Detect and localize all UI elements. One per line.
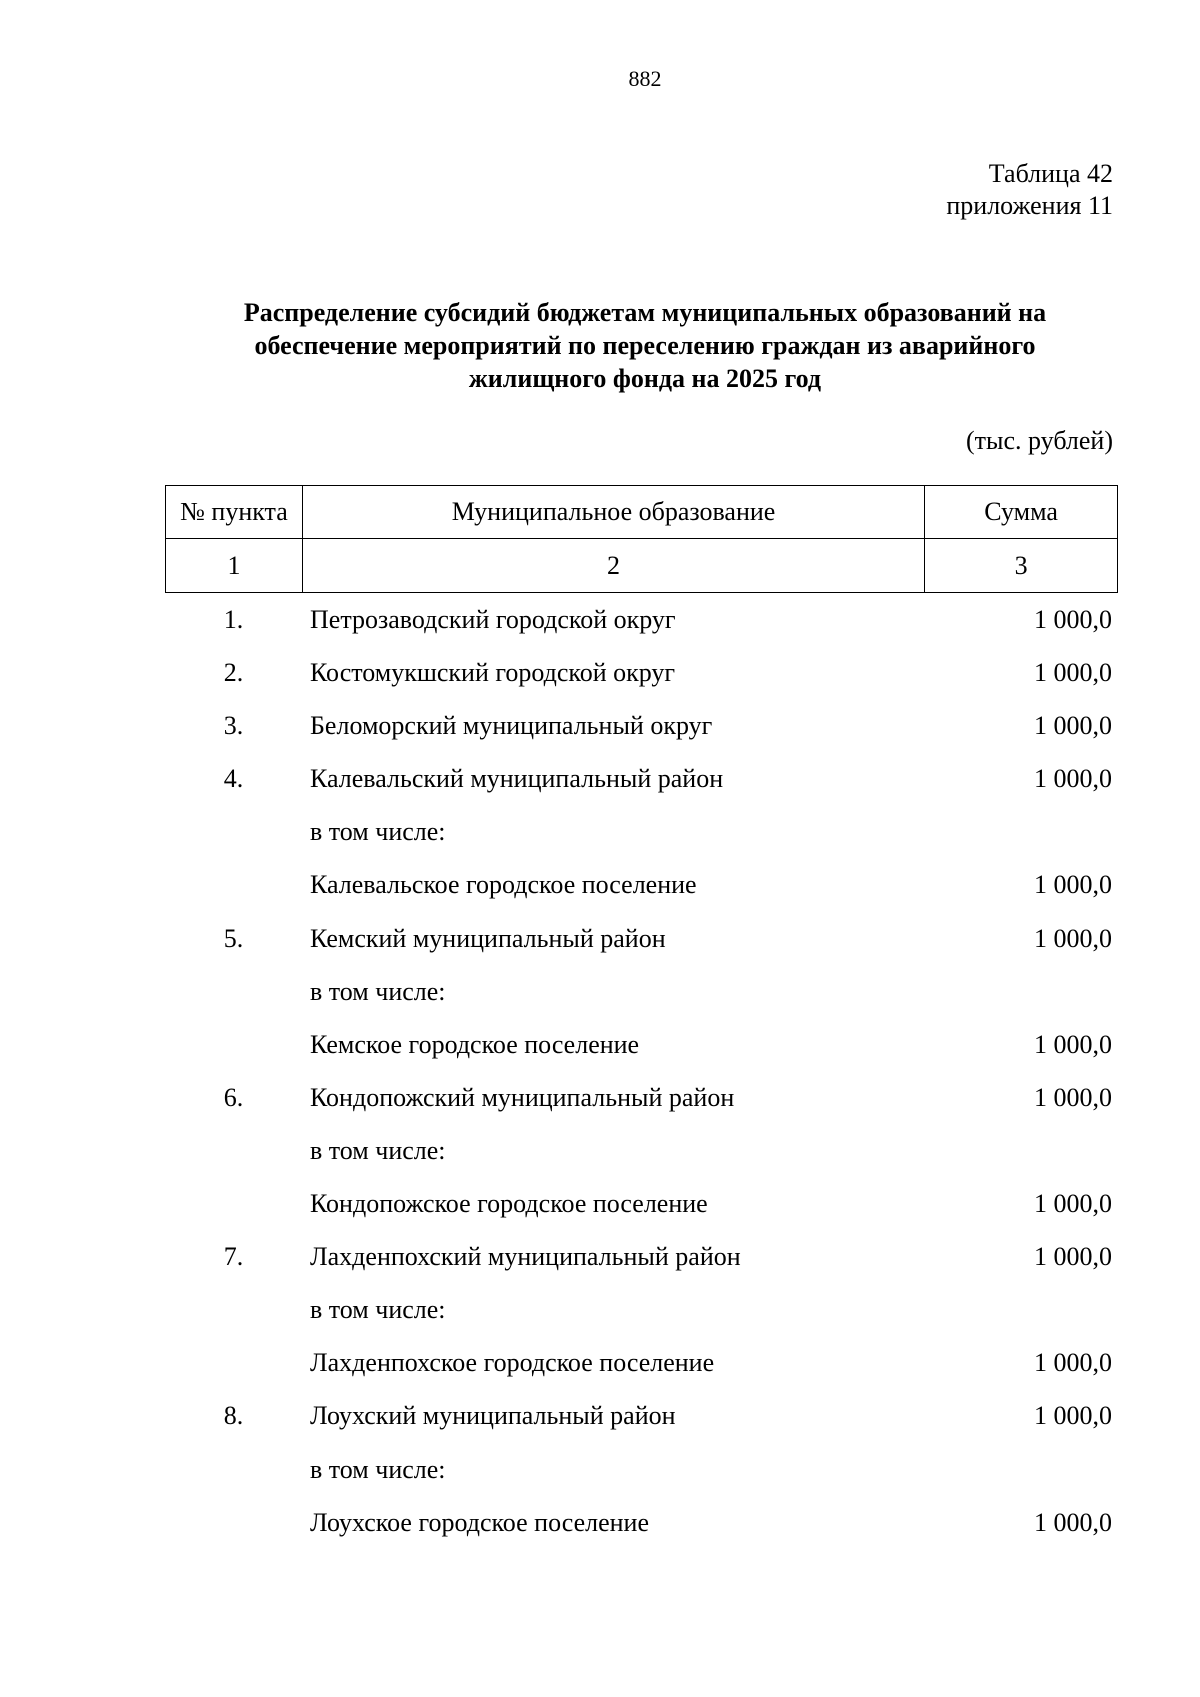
header-cell-sum: Сумма [925, 486, 1118, 539]
row-sum: 1 000,0 [1034, 923, 1112, 953]
table-header [165, 485, 1118, 593]
row-sum: 1 000,0 [1034, 658, 1112, 688]
row-sum: 1 000,0 [1034, 1507, 1112, 1537]
row-name: в том числе: [310, 976, 446, 1006]
row-name: Лоухское городское поселение [310, 1507, 650, 1537]
row-sum: 1 000,0 [1034, 1242, 1112, 1272]
table-row [165, 1018, 1118, 1071]
page-number: 882 [628, 66, 662, 91]
table-row [165, 1230, 1118, 1283]
row-sum: 1 000,0 [1034, 1348, 1112, 1378]
row-name: Петрозаводский городской округ [310, 605, 676, 634]
row-sum: 1 000,0 [1034, 605, 1112, 634]
table-row [165, 1124, 1118, 1177]
row-sum: 1 000,0 [1034, 711, 1112, 741]
row-number: 7. [223, 1242, 244, 1272]
row-name: Лахденпохское городское поселение [310, 1348, 715, 1378]
document-title-line-2: обеспечение мероприятий по переселению граждан из аварийного [254, 331, 1036, 360]
table-row [165, 1336, 1118, 1389]
row-name: Лахденпохский муниципальный район [310, 1242, 741, 1272]
header-row [166, 486, 1118, 539]
row-number: 3. [223, 711, 244, 741]
row-name: в том числе: [310, 817, 446, 847]
row-name: Кондопожское городское поселение [310, 1189, 708, 1219]
table-row [165, 699, 1118, 752]
row-name: Кондопожский муниципальный район [310, 1082, 735, 1112]
row-name: Лоухский муниципальный район [310, 1401, 676, 1431]
column-number-row [166, 539, 1118, 593]
table-row [165, 1283, 1118, 1336]
row-name: Костомукшский городской округ [310, 658, 676, 688]
row-sum: 1 000,0 [1034, 764, 1112, 794]
row-sum: 1 000,0 [1034, 1082, 1112, 1112]
table-reference-line-1: Таблица 42 [988, 159, 1113, 188]
row-number: 8. [223, 1401, 244, 1431]
row-name: Кемское городское поселение [310, 1029, 640, 1059]
table-row [165, 593, 1118, 646]
row-name: в том числе: [310, 1454, 446, 1484]
row-number: 2. [223, 658, 244, 688]
table-row [165, 1443, 1118, 1496]
row-name: в том числе: [310, 1295, 446, 1325]
row-name: Беломорский муниципальный округ [310, 711, 713, 741]
document-title [165, 296, 1125, 395]
header-cell-municipality: Муниципальное образование [302, 486, 924, 539]
table-row [165, 646, 1118, 699]
table-row [165, 1071, 1118, 1124]
row-number: 5. [223, 923, 244, 953]
row-sum: 1 000,0 [1034, 1401, 1112, 1431]
row-sum: 1 000,0 [1034, 1189, 1112, 1219]
table-reference [946, 158, 1113, 222]
row-name: Калевальское городское поселение [310, 870, 697, 900]
table-row [165, 1177, 1118, 1230]
row-sum: 1 000,0 [1034, 870, 1112, 900]
table-row [165, 1496, 1118, 1549]
units-label: (тыс. рублей) [965, 426, 1113, 455]
row-number: 1. [223, 605, 244, 634]
table-row [165, 805, 1118, 858]
table-row [165, 752, 1118, 805]
row-name: Кемский муниципальный район [310, 923, 666, 953]
row-number: 4. [223, 764, 244, 794]
column-number-1: 1 [166, 539, 303, 593]
document-title-line-1: Распределение субсидий бюджетам муниципальных образований на [243, 298, 1047, 327]
table-row [165, 1389, 1118, 1442]
row-name: Калевальский муниципальный район [310, 764, 724, 794]
row-number: 6. [223, 1082, 244, 1112]
column-number-3: 3 [925, 539, 1118, 593]
table-row [165, 858, 1118, 911]
document-title-line-3: жилищного фонда на 2025 год [468, 364, 822, 393]
column-number-2: 2 [302, 539, 924, 593]
table-row [165, 965, 1118, 1018]
header-cell-number: № пункта [166, 486, 303, 539]
row-name: в том числе: [310, 1135, 446, 1165]
table-row [165, 912, 1118, 965]
row-sum: 1 000,0 [1034, 1029, 1112, 1059]
table-body [165, 593, 1118, 1549]
table-reference-line-2: приложения 11 [946, 191, 1113, 220]
